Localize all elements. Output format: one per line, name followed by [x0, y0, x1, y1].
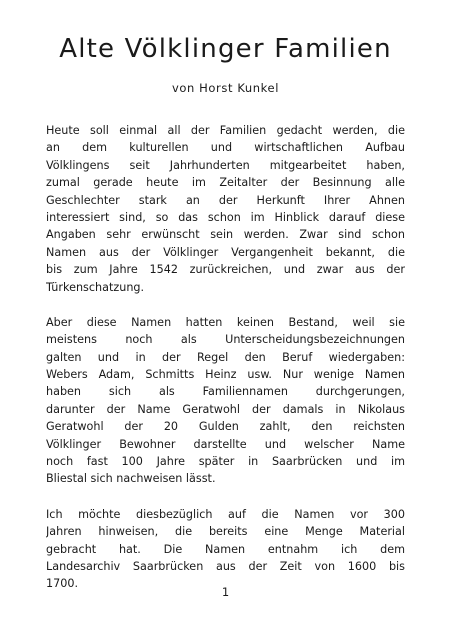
text-line: 1700.	[46, 577, 79, 591]
text-line: Völklingens seit Jahrhunderten mitgearbeitet haben,	[46, 158, 405, 172]
paragraph-1	[46, 122, 405, 296]
text-line: Heute soll einmal all der Familien gedacht werden, die	[46, 124, 405, 137]
text-line: Landesarchiv Saarbrücken aus der Zeit von 1600 bis	[46, 559, 405, 573]
text-line: darunter der Name Geratwohl der damals in Nikolaus	[46, 402, 405, 416]
document-body	[46, 122, 405, 611]
text-line: haben sich als Familiennamen durchgerungen,	[46, 385, 405, 399]
text-line: Namen aus der Völklinger Vergangenheit bekannt, die	[46, 245, 405, 259]
text-line: Jahren hinweisen, die bereits eine Menge Material	[46, 525, 405, 539]
text-line: Türkenschatzung.	[46, 280, 145, 294]
text-line: noch fast 100 Jahre später in Saarbrücken und im	[46, 455, 405, 469]
page-number: 1	[221, 585, 230, 599]
text-line: Geschlechter stark an der Herkunft Ihrer Ahnen	[46, 193, 405, 207]
paragraph-2	[46, 314, 405, 488]
paragraph-3	[46, 506, 405, 593]
text-line: meistens noch als Unterscheidungsbezeichnungen	[46, 333, 405, 347]
text-line: Webers Adam, Schmitts Heinz usw. Nur wenige Namen	[46, 368, 405, 382]
text-line: Ich möchte diesbezüglich auf die Namen vor 300	[46, 507, 405, 521]
text-line: zumal gerade heute im Zeitalter der Besinnung alle	[46, 176, 405, 190]
text-line: Völklinger Bewohner darstellte und welscher Name	[46, 437, 405, 451]
text-line: an dem kulturellen und wirtschaftlichen Aufbau	[46, 141, 405, 155]
text-line: galten und in der Regel den Beruf wiedergaben:	[46, 350, 405, 364]
text-line: bis zum Jahre 1542 zurückreichen, und zwar aus der	[46, 263, 405, 277]
text-line: Angaben sehr erwünscht sein werden. Zwar sind schon	[46, 228, 405, 242]
text-line: Bliestal sich nachweisen lässt.	[46, 472, 216, 486]
text-line: Geratwohl der 20 Gulden zahlt, den reichsten	[46, 420, 405, 434]
author-line: von Horst Kunkel	[171, 81, 280, 95]
text-line: Aber diese Namen hatten keinen Bestand, weil sie	[46, 315, 405, 329]
text-line: gebracht hat. Die Namen entnahm ich dem	[46, 542, 405, 556]
text-line: interessiert sind, so das schon im Hinblick darauf diese	[46, 210, 405, 224]
document-title: Alte Völklinger Familien	[59, 34, 392, 64]
